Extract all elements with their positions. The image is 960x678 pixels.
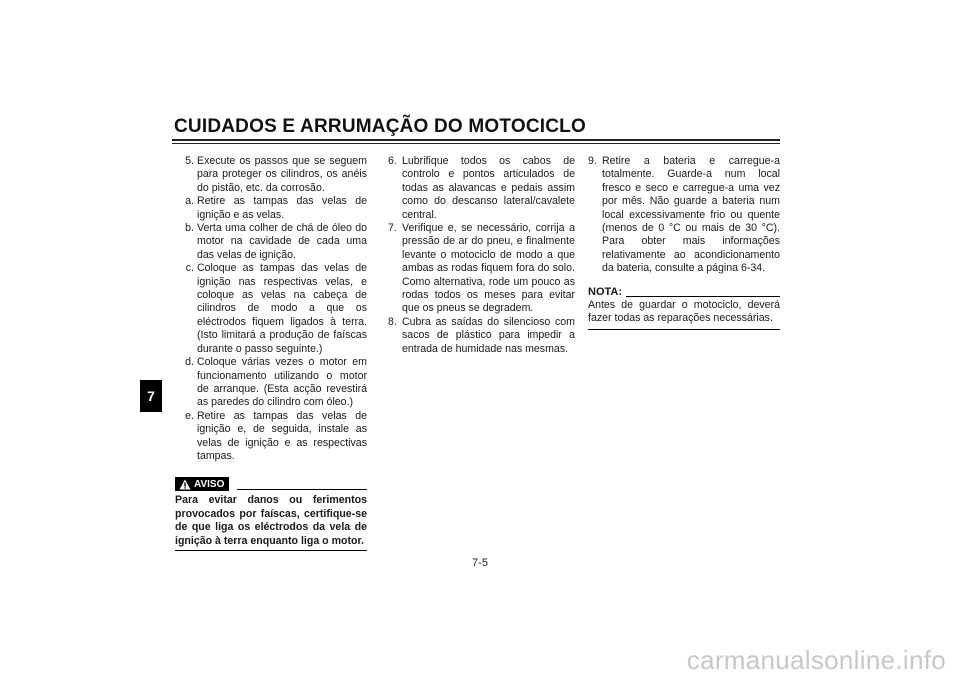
note-bottom-rule bbox=[588, 329, 780, 330]
list-item bbox=[175, 410, 367, 464]
warning-header bbox=[175, 475, 367, 491]
warning-bottom-rule bbox=[175, 550, 367, 551]
page-number: 7-5 bbox=[472, 557, 488, 569]
note-rule bbox=[626, 296, 780, 297]
list-item bbox=[175, 195, 367, 222]
item-text: Verifique e, se necessário, corrija a pressão de ar do pneu, e finalmente levante o motociclo de modo a que ambas as rodas fiquem fora do solo. Como alternativa, rode um pouco as rodas todos os meses para evitar que os pneus se degradem. bbox=[402, 222, 575, 315]
column-2 bbox=[388, 155, 575, 356]
warning-rule bbox=[237, 489, 367, 490]
page-title: CUIDADOS E ARRUMAÇÃO DO MOTOCICLO bbox=[174, 116, 586, 137]
item-number: 7. bbox=[388, 222, 397, 235]
warning-badge bbox=[175, 477, 229, 491]
warning-box bbox=[175, 475, 367, 551]
column-1 bbox=[175, 155, 367, 551]
item-text: Retire as tampas das velas de ignição e as velas. bbox=[197, 195, 367, 221]
note-header bbox=[588, 286, 780, 299]
note-label: NOTA: bbox=[588, 285, 623, 298]
item-number: c. bbox=[185, 262, 194, 275]
item-text: Verta uma colher de chá de óleo do motor na cavidade de cada uma das velas de ignição. bbox=[197, 222, 367, 261]
list-item bbox=[175, 155, 367, 195]
warning-text: Para evitar danos ou ferimentos provocados por faíscas, certifique-se de que liga os eléctrodos da vela de ignição à terra enquanto liga o motor. bbox=[175, 494, 367, 547]
list-item bbox=[388, 155, 575, 222]
item-text: Retire as tampas das velas de ignição e, de seguida, instale as velas de ignição e as respectivas tampas. bbox=[197, 409, 367, 462]
item-number: e. bbox=[185, 409, 194, 422]
item-text: Lubrifique todos os cabos de controlo e pontos articulados de todas as alavancas e pedais assim como do descanso lateral/cavalete central. bbox=[402, 155, 575, 221]
item-text: Coloque várias vezes o motor em funcionamento utilizando o motor de arranque. (Esta acção revestirá as paredes do cilindro com óleo.) bbox=[197, 356, 367, 409]
item-number: 9. bbox=[588, 155, 597, 167]
chapter-tab: 7 bbox=[140, 380, 162, 412]
item-number: d. bbox=[185, 356, 194, 369]
title-rule-thin bbox=[172, 143, 780, 144]
item-text: Coloque as tampas das velas de ignição nas respectivas velas, e coloque as velas na cabeça de cilindros de modo a que os eléctrodos fiquem ligados à terra. (Isto limitará a produção de faíscas durante o passo seguinte.) bbox=[197, 262, 367, 355]
item-number: a. bbox=[185, 195, 194, 208]
item-text: Retire a bateria e carregue-a totalmente. Guarde-a num local fresco e seco e carregue-a uma vez por mês. Não guarde a bateria num local excessivamente frio ou quente (menos de 0 °C ou mais de 30 °C). Para obter mais informações relativamente ao acondicionamento da bateria, consulte a página 6-34. bbox=[602, 155, 780, 275]
warning-label: AVISO bbox=[194, 478, 225, 490]
watermark: carmanualsonline.info bbox=[686, 645, 946, 675]
list-item bbox=[388, 222, 575, 316]
item-number: 5. bbox=[185, 155, 194, 167]
list-item bbox=[175, 262, 367, 356]
item-number: 8. bbox=[388, 315, 397, 328]
list-item bbox=[175, 356, 367, 410]
item-text: Execute os passos que se seguem para proteger os cilindros, os anéis do pistão, etc. da corrosão. bbox=[197, 155, 367, 194]
note-text: Antes de guardar o motociclo, deverá fazer todas as reparações necessárias. bbox=[588, 299, 780, 325]
item-number: b. bbox=[185, 222, 194, 235]
item-number: 6. bbox=[388, 155, 397, 167]
list-item bbox=[175, 222, 367, 262]
column-3 bbox=[588, 155, 780, 330]
item-text: Cubra as saídas do silencioso com sacos de plástico para impedir a entrada de humidade nas mesmas. bbox=[402, 315, 575, 355]
list-item bbox=[588, 155, 780, 276]
warning-triangle-icon bbox=[179, 479, 191, 490]
list-item bbox=[388, 316, 575, 356]
note-box bbox=[588, 286, 780, 330]
title-rule bbox=[172, 139, 780, 141]
